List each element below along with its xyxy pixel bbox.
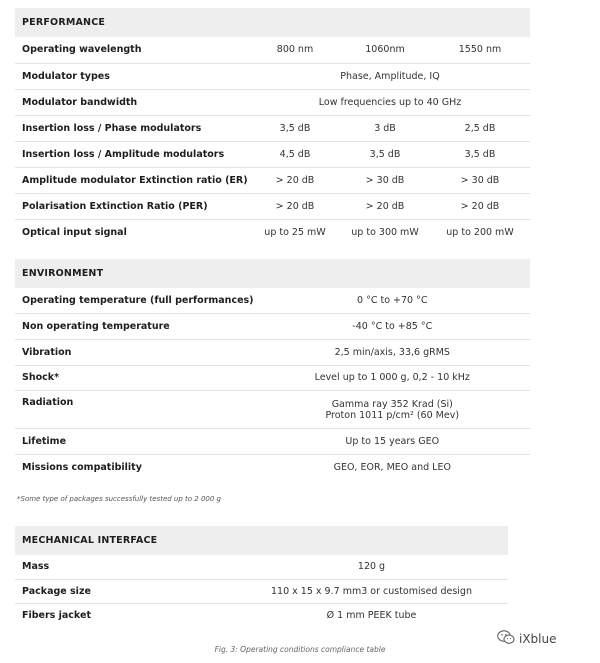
row-value: > 30 dB [340,167,430,193]
performance-table [15,8,530,245]
table-row [15,167,530,193]
section-title: PERFORMANCE [22,17,106,28]
row-value: 800 nm [276,44,314,56]
row-value: Level up to 1 000 g, 0,2 - 10 kHz [255,365,530,391]
row-value [255,391,530,429]
row-value: 1550 nm [458,44,502,56]
table-row [15,115,530,141]
row-value: > 20 dB [250,193,340,219]
row-label: Fibers jacket [15,603,235,627]
row-value: > 30 dB [430,167,530,193]
row-value: 110 x 15 x 9.7 mm3 or customised design [235,579,508,603]
radiation-gamma: Gamma ray 352 Krad (Si) [331,398,453,410]
row-value: 4,5 dB [250,141,340,167]
table-row [15,63,530,89]
row-value: 120 g [357,561,386,573]
row-value: Ø 1 mm PEEK tube [235,603,508,627]
table-row [15,339,530,365]
table-row [15,219,530,245]
row-label: Vibration [15,339,255,365]
row-value: Phase, Amplitude, IQ [250,63,530,89]
environment-table [15,259,530,480]
environment-header [15,259,530,288]
row-value: up to 25 mW [250,219,340,245]
table-row [15,603,508,627]
row-value: 0 °C to +70 °C [357,295,428,307]
row-label: Mass [22,561,50,573]
row-label: Modulator types [15,63,250,89]
row-label: Operating wavelength [22,44,142,56]
row-label: Lifetime [15,429,255,455]
row-value: > 20 dB [430,193,530,219]
row-value: 2,5 dB [430,115,530,141]
table-row [15,579,508,603]
mechanical-table [15,526,508,627]
row-value: 3,5 dB [250,115,340,141]
table-row [15,391,530,429]
table-row [15,288,530,314]
row-label: Shock* [15,365,255,391]
watermark-text: iXblue [519,632,557,646]
footnote: *Some type of packages successfully tested up to 2 000 g [17,495,221,503]
table-row [15,37,530,63]
table-row [15,89,530,115]
row-label: Insertion loss / Phase modulators [15,115,250,141]
row-label: Modulator bandwidth [15,89,250,115]
row-label: Optical input signal [15,219,250,245]
row-label: Radiation [15,391,255,429]
row-value: 1060nm [365,44,405,56]
table-row [15,141,530,167]
row-value: 3 dB [340,115,430,141]
row-value: 3,5 dB [430,141,530,167]
row-value: Low frequencies up to 40 GHz [250,89,530,115]
row-label: Missions compatibility [15,454,255,480]
row-value: 3,5 dB [340,141,430,167]
section-title: MECHANICAL INTERFACE [22,535,158,546]
table-row [15,555,508,579]
row-value: > 20 dB [250,167,340,193]
figure-caption: Fig. 3: Operating conditions compliance table [214,645,386,654]
row-value: -40 °C to +85 °C [255,314,530,340]
row-value: GEO, EOR, MEO and LEO [255,454,530,480]
row-label: Polarisation Extinction Ratio (PER) [15,193,250,219]
table-row [15,193,530,219]
row-value: up to 300 mW [340,219,430,245]
table-row [15,314,530,340]
row-label: Operating temperature (full performances) [22,295,254,307]
radiation-proton: Proton 1011 p/cm² (60 Mev) [325,409,460,421]
table-row [15,429,530,455]
row-value: > 20 dB [340,193,430,219]
table-row [15,365,530,391]
row-value: Up to 15 years GEO [255,429,530,455]
row-value: 2,5 min/axis, 33,6 gRMS [255,339,530,365]
row-label: Non operating temperature [15,314,255,340]
performance-header [15,8,530,37]
row-label: Insertion loss / Amplitude modulators [15,141,250,167]
table-row [15,454,530,480]
row-label: Amplitude modulator Extinction ratio (ER) [15,167,250,193]
section-title: ENVIRONMENT [22,268,104,279]
mechanical-header [15,526,508,555]
row-label: Package size [15,579,235,603]
row-value: up to 200 mW [430,219,530,245]
